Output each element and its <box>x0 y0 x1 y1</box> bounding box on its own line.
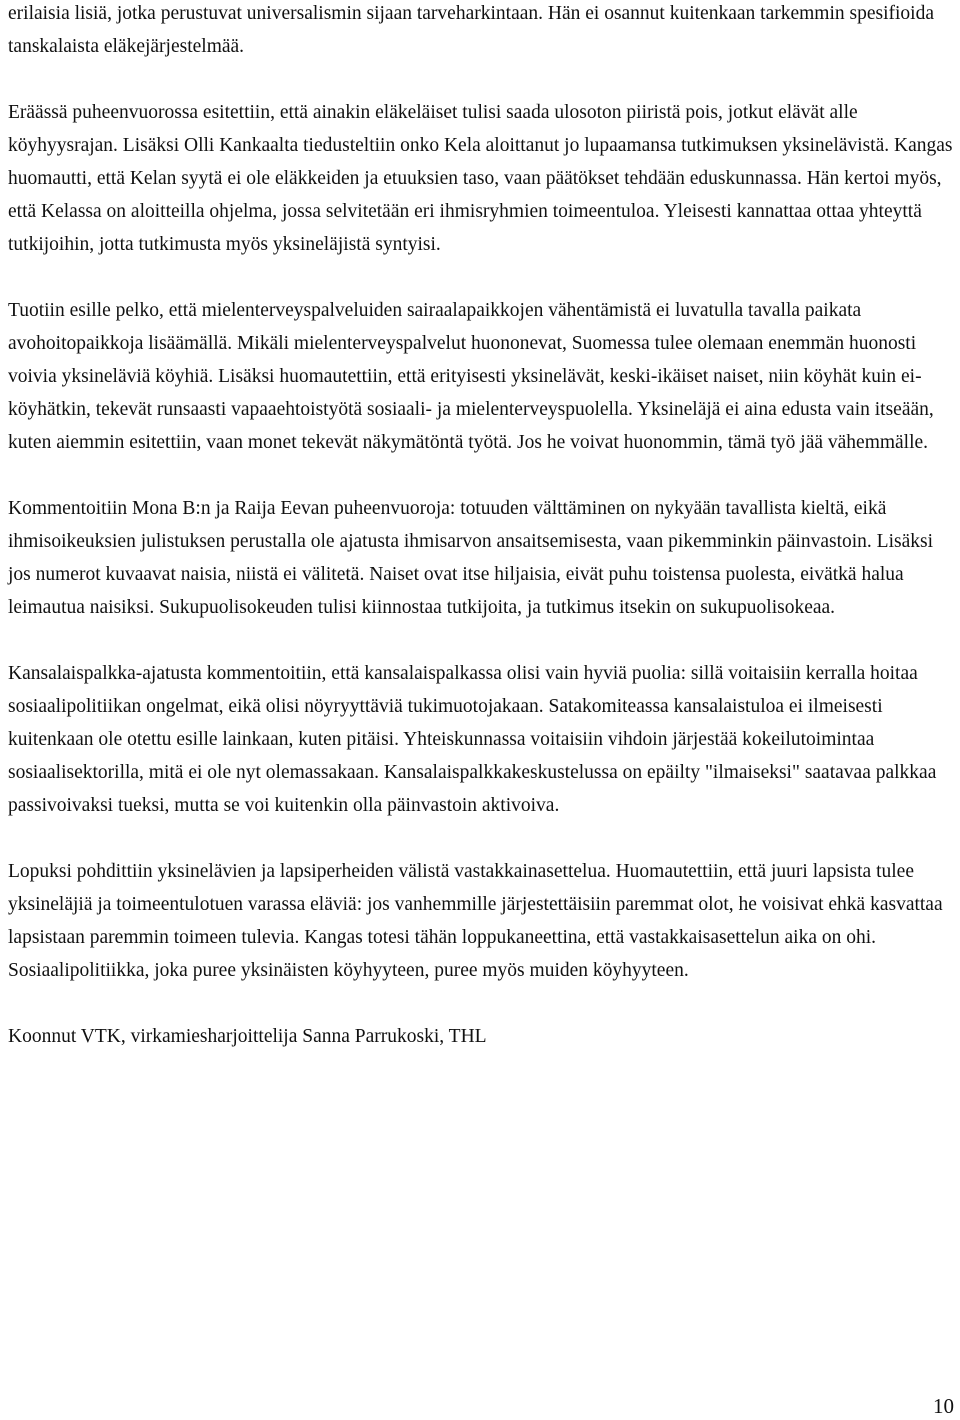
document-page <box>8 0 954 1086</box>
page-number: 10 <box>933 1394 954 1418</box>
paragraph-basic-income: Kansalaispalkka-ajatusta kommentoitiin, että kansalaispalkassa olisi vain hyviä puolia: sillä voitaisiin kerralla hoitaa sosiaalipolitiikan ongelmat, eikä olisi nöyryyttäviä tukimuotojakaan. Satakomiteassa kansalaistuloa ei ilmeisesti kuitenkaan ole otettu esille lainkaan, kuten pitäisi. Yhteiskunnassa voitaisiin vihdoin järjestää kokeilutoimintaa sosiaalisektorilla, mitä ei ole nyt olemassakaan. Kansalaispalkkakeskustelussa on epäilty "ilmaiseksi" saatavaa palkkaa passivoivaksi tueksi, mutta se voi kuitenkin olla päinvastoin aktivoiva. <box>8 663 937 816</box>
paragraph-commentary: Kommentoitiin Mona B:n ja Raija Eevan puheenvuoroja: totuuden välttäminen on nykyään tavallista kieltä, eikä ihmisoikeuksien julistuksen perustalla ole ajatusta ihmisarvon ansaitsemisesta, vaan pikemminkin päinvastoin. Lisäksi jos numerot kuvaavat naisia, niistä ei välitetä. Naiset ovat itse hiljaisia, eivät puhu toistensa puolesta, eivätkä halua leimautua naisiksi. Sukupuolisokeuden tulisi kiinnostaa tutkijoita, ja tutkimus itsekin on sukupuolisokeaa. <box>8 498 934 618</box>
paragraph-pension-discussion: Eräässä puheenvuorossa esitettiin, että ainakin eläkeläiset tulisi saada ulosoton piiristä pois, jotkut elävät alle köyhyysrajan. Lisäksi Olli Kankaalta tiedusteltiin onko Kela aloittanut jo lupaamansa tutkimuksen yksinelävistä. Kangas huomautti, että Kelan syytä ei ole eläkkeiden ja etuuksien taso, vaan päätökset tehdään eduskunnassa. Hän kertoi myös, että Kelassa on aloitteilla ohjelma, jossa selvitetään eri ihmisryhmien toimeentuloa. Yleisesti kannattaa ottaa yhteyttä tutkijoihin, jotta tutkimusta myös yksineläjistä syntyisi. <box>8 102 953 255</box>
paragraph-conclusion: Lopuksi pohdittiin yksinelävien ja lapsiperheiden välistä vastakkainasettelua. Huomautettiin, että juuri lapsista tulee yksineläjiä ja toimeentulotuen varassa eläviä: jos vanhemmille järjestettäisiin paremmat olot, he voisivat ehkä kasvattaa lapsistaan paremmin toimeen tulevia. Kangas totesi tähän loppukaneettina, että vastakkaisasettelun aika on ohi. Sosiaalipolitiikka, joka puree yksinäisten köyhyyteen, puree myös muiden köyhyyteen. <box>8 861 943 981</box>
paragraph-mental-health: Tuotiin esille pelko, että mielenterveyspalveluiden sairaalapaikkojen vähentämistä ei luvatulla tavalla paikata avohoitopaikkoja lisäämällä. Mikäli mielenterveyspalvelut huononevat, Suomessa tulee olemaan enemmän huonosti voivia yksineläviä köyhiä. Lisäksi huomautettiin, että erityisesti yksinelävät, keski-ikäiset naiset, niin köyhät kuin ei-köyhätkin, tekevät runsaasti vapaaehtoistyötä sosiaali- ja mielenterveyspuolella. Yksineläjä ei aina edusta vain itseään, kuten aiemmin esitettiin, vaan monet tekevät näkymätöntä työtä. Jos he voivat huonommin, tämä työ jää vähemmälle. <box>8 300 934 453</box>
paragraph-continuation: erilaisia lisiä, jotka perustuvat universalismin sijaan tarveharkintaan. Hän ei osannut kuitenkaan tarkemmin spesifioida tanskalaista eläkejärjestelmää. <box>8 3 934 57</box>
author-credit: Koonnut VTK, virkamiesharjoittelija Sanna Parrukoski, THL <box>8 1026 487 1047</box>
